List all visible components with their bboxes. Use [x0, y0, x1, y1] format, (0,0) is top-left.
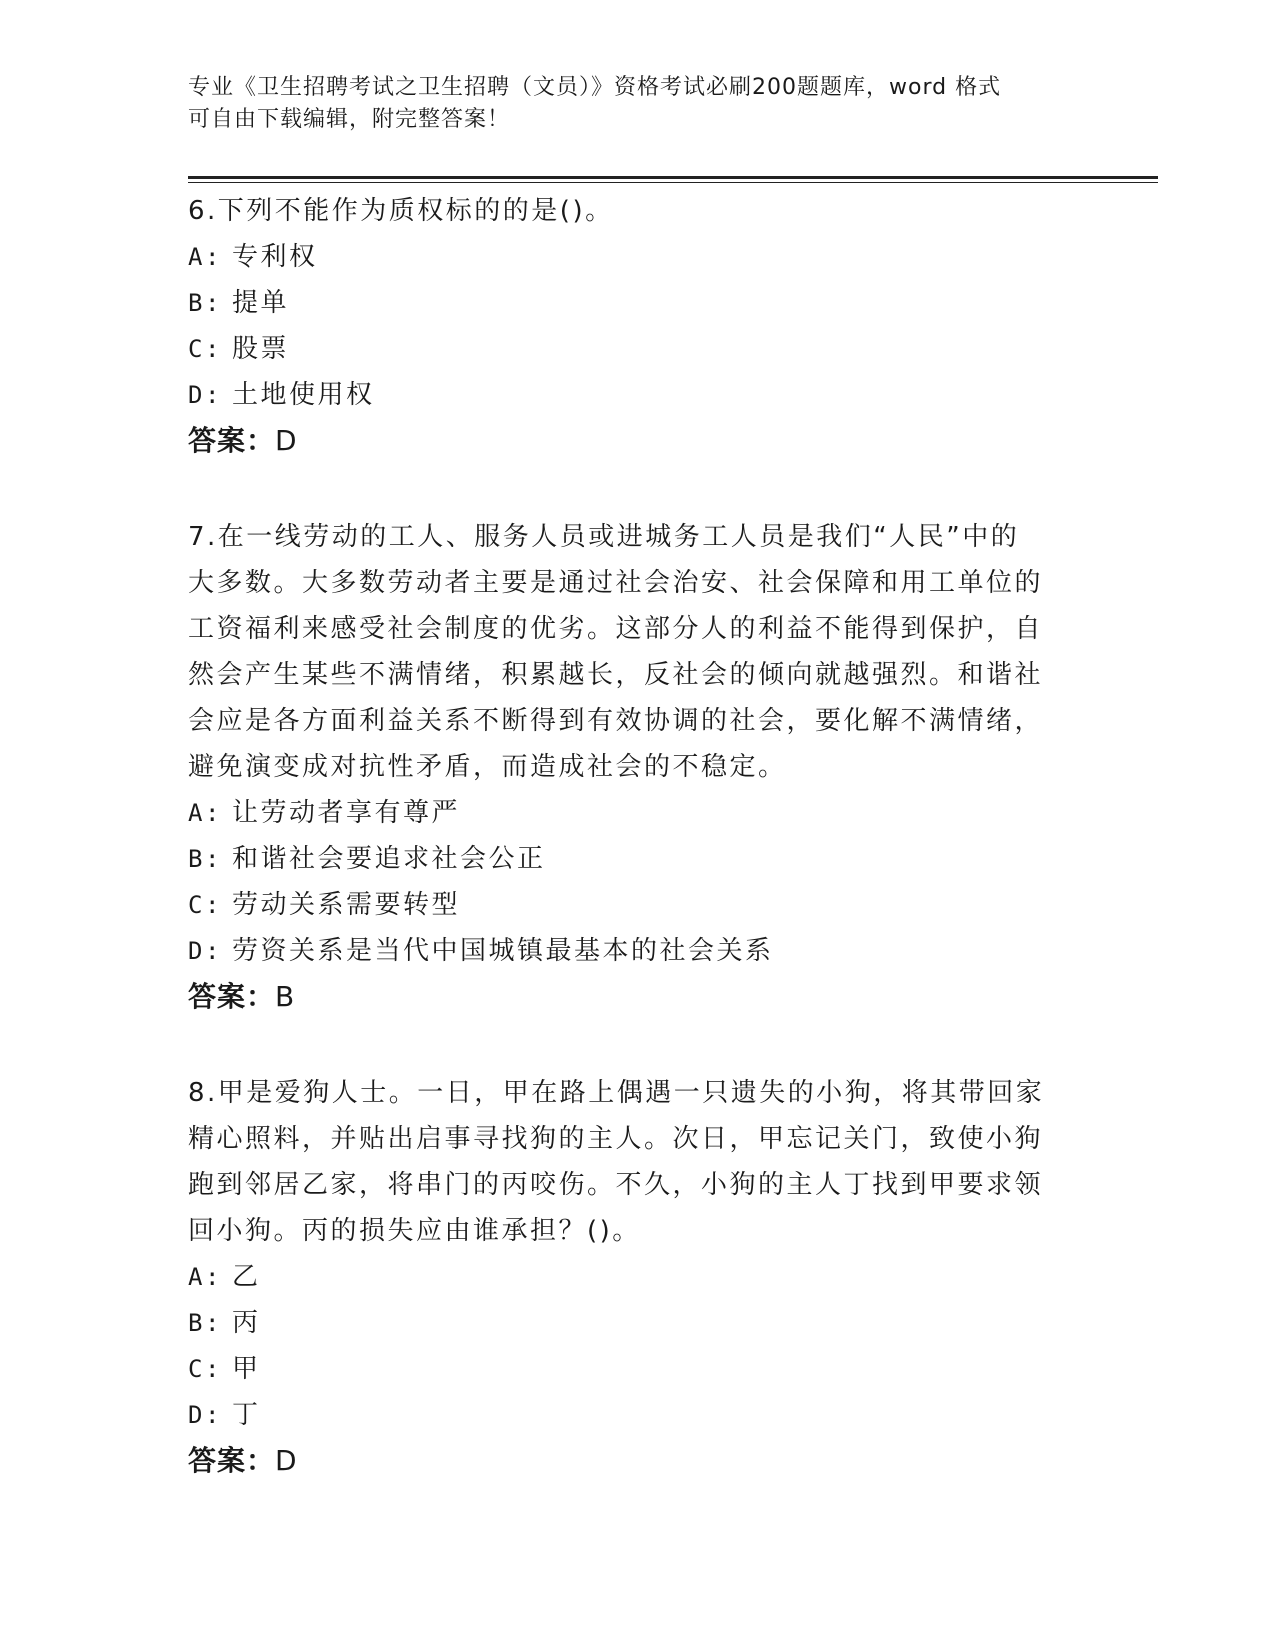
- answer-label: 答案：: [188, 424, 276, 457]
- option-a: [188, 234, 1068, 280]
- option-b: [188, 836, 1068, 882]
- question-stem-line: 避免演变成对抗性矛盾，而造成社会的不稳定。: [188, 752, 787, 782]
- option-text: 劳动关系需要转型: [232, 890, 461, 920]
- option-key: D:: [188, 381, 222, 409]
- question-stem-line: 工资福利来感受社会制度的优劣。这部分人的利益不能得到保护，自: [188, 614, 1044, 644]
- option-text: 股票: [232, 334, 290, 364]
- answer-label: 答案：: [188, 1444, 276, 1477]
- option-c: [188, 882, 1068, 928]
- option-text: 甲: [232, 1354, 261, 1384]
- option-key: D:: [188, 1401, 222, 1429]
- option-key: C:: [188, 335, 222, 363]
- option-text: 劳资关系是当代中国城镇最基本的社会关系: [232, 936, 774, 966]
- header-line-1: 专业《卫生招聘考试之卫生招聘（文员）》资格考试必刷200题题库，word 格式: [188, 75, 1002, 100]
- question-stem-line: 精心照料，并贴出启事寻找狗的主人。次日，甲忘记关门，致使小狗: [188, 1124, 1044, 1154]
- question-stem-line: 会应是各方面利益关系不断得到有效协调的社会，要化解不满情绪，: [188, 706, 1044, 736]
- option-c: [188, 1346, 1068, 1392]
- question-stem-line: 然会产生某些不满情绪，积累越长，反社会的倾向就越强烈。和谐社: [188, 660, 1044, 690]
- answer-value: D: [275, 424, 298, 457]
- option-key: D:: [188, 937, 222, 965]
- option-c: [188, 326, 1068, 372]
- option-text: 让劳动者享有尊严: [232, 798, 461, 828]
- question-stem-line: 8.甲是爱狗人士。一日，甲在路上偶遇一只遗失的小狗，将其带回家: [188, 1078, 1045, 1108]
- header-divider-thin: [188, 182, 1158, 183]
- question-6: [188, 188, 1068, 464]
- header-divider-thick: [188, 176, 1158, 179]
- answer-label: 答案：: [188, 980, 276, 1013]
- option-b: [188, 1300, 1068, 1346]
- option-text: 乙: [232, 1262, 261, 1292]
- option-text: 丙: [232, 1308, 261, 1338]
- option-text: 和谐社会要追求社会公正: [232, 844, 546, 874]
- answer-value: D: [275, 1444, 298, 1477]
- question-stem-line: 跑到邻居乙家，将串门的丙咬伤。不久，小狗的主人丁找到甲要求领: [188, 1170, 1044, 1200]
- question-8: [188, 1070, 1068, 1484]
- option-text: 提单: [232, 288, 290, 318]
- option-text: 丁: [232, 1400, 261, 1430]
- question-7: [188, 514, 1068, 1020]
- option-key: A:: [188, 243, 222, 271]
- option-b: [188, 280, 1068, 326]
- question-stem: 6.下列不能作为质权标的的是()。: [188, 196, 614, 226]
- document-header: [188, 72, 1088, 136]
- option-d: [188, 372, 1068, 418]
- option-key: C:: [188, 1355, 222, 1383]
- answer-line: [188, 1438, 1068, 1484]
- question-stem-line: 大多数。大多数劳动者主要是通过社会治安、社会保障和用工单位的: [188, 568, 1044, 598]
- option-key: B:: [188, 1309, 222, 1337]
- option-a: [188, 790, 1068, 836]
- question-list: [188, 188, 1068, 1534]
- question-stem-line: 7.在一线劳动的工人、服务人员或进城务工人员是我们“人民”中的: [188, 522, 1020, 552]
- option-key: C:: [188, 891, 222, 919]
- option-text: 土地使用权: [232, 380, 375, 410]
- header-line-2: 可自由下载编辑，附完整答案！: [188, 107, 511, 132]
- option-key: A:: [188, 1263, 222, 1291]
- option-key: B:: [188, 845, 222, 873]
- answer-line: [188, 418, 1068, 464]
- option-text: 专利权: [232, 242, 318, 272]
- answer-line: [188, 974, 1068, 1020]
- option-key: A:: [188, 799, 222, 827]
- question-stem-line: 回小狗。丙的损失应由谁承担？()。: [188, 1216, 641, 1246]
- option-d: [188, 1392, 1068, 1438]
- option-a: [188, 1254, 1068, 1300]
- option-key: B:: [188, 289, 222, 317]
- option-d: [188, 928, 1068, 974]
- answer-value: B: [275, 980, 296, 1013]
